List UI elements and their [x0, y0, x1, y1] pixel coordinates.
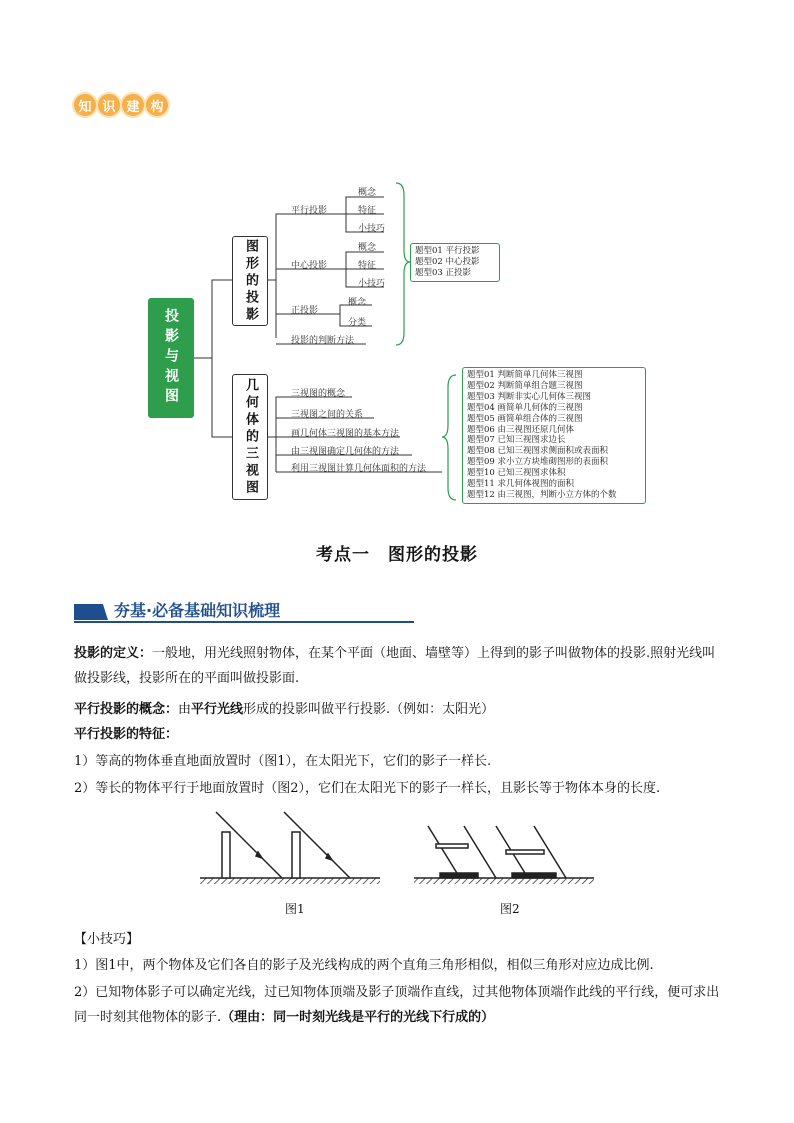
figure-2-caption: 图2	[500, 902, 520, 916]
branch-three-views: 几何体的三视图	[232, 374, 268, 500]
page-title: 考点一 图形的投影	[316, 545, 478, 565]
item-determine-method: 由三视图确定几何体的方法	[291, 447, 400, 457]
tip-2-text: 2）已知物体影子可以确定光线，过已知物体顶端及影子顶端作直线，过其他物体顶端作此线的平行线，便可求出同一时刻其他物体的影子.	[74, 985, 720, 1025]
type-item: 题型03 正投影	[415, 267, 472, 278]
types-box-2	[462, 367, 646, 504]
item-view-relation: 三视图之间的关系	[291, 410, 364, 420]
sub-concept: 概念	[358, 243, 377, 253]
types-box-1	[410, 243, 500, 282]
badge-char: 建	[122, 94, 144, 116]
figure-1	[200, 812, 380, 884]
figures	[200, 806, 610, 888]
badge-char: 知	[74, 94, 96, 116]
section-bar	[74, 604, 108, 620]
sub-concept: 概念	[358, 188, 377, 198]
item-judge: 投影的判断方法	[291, 336, 355, 346]
type-item: 题型08 已知三视图求侧面积或表面积	[467, 446, 609, 457]
mindmap-root: 投影与视图	[148, 298, 194, 418]
concept-label: 平行投影的概念：	[74, 702, 179, 717]
item-ortho: 正投影	[291, 306, 319, 316]
sub-feature: 特征	[358, 261, 377, 271]
figure-2	[414, 826, 594, 884]
section-header	[74, 598, 414, 622]
type-item: 题型10 已知三视图求体积	[467, 468, 566, 479]
concept-text: 形成的投影叫做平行投影.（例如：太阳光）	[243, 702, 495, 717]
figure-1-caption: 图1	[285, 902, 305, 916]
tip-2	[74, 980, 724, 1030]
badge-char: 构	[146, 94, 168, 116]
type-item: 题型03 判断非实心几何体三视图	[467, 391, 592, 402]
feature-1: 1）等高的物体垂直地面放置时（图1），在太阳光下，它们的影子一样长.	[74, 754, 492, 769]
type-item: 题型12 由三视图，判断小立方体的个数	[467, 489, 617, 500]
type-item: 题型01 平行投影	[415, 246, 480, 256]
definition-label: 投影的定义：	[74, 646, 153, 661]
branch-projection: 图形的投影	[232, 236, 268, 326]
concept-bold: 平行光线	[191, 702, 244, 717]
feature-heading	[74, 722, 724, 747]
sub-tip: 小技巧	[358, 279, 386, 289]
item-draw-method: 画几何体三视图的基本方法	[291, 429, 400, 439]
tip-1: 1）图1中，两个物体及它们各自的影子及光线构成的两个直角三角形相似，相似三角形对应边成比例.	[74, 958, 654, 973]
item-parallel: 平行投影	[291, 206, 328, 216]
type-item: 题型07 已知三视图求边长	[467, 435, 566, 446]
sub-classify: 分类	[348, 318, 367, 328]
section-underline	[74, 621, 414, 623]
type-item: 题型04 画简单几何体的三视图	[467, 402, 583, 413]
type-item: 题型01 判断简单几何体三视图	[467, 370, 583, 380]
sub-concept: 概念	[348, 298, 367, 308]
feature-2: 2）等长的物体平行于地面放置时（图2），它们在太阳光下的影子一样长，且影长等于物体本身的长度.	[74, 781, 661, 796]
parallel-concept-paragraph	[74, 697, 724, 722]
type-item: 题型09 求小立方块堆砌图形的表面积	[467, 457, 609, 468]
sub-feature: 特征	[358, 206, 377, 216]
mindmap-connectors	[0, 0, 794, 540]
feature-label: 平行投影的特征：	[74, 727, 179, 742]
badge-char: 识	[98, 94, 120, 116]
type-item: 题型11 求几何体视图的面积	[467, 479, 575, 490]
item-view-concept: 三视图的概念	[291, 389, 346, 399]
type-item: 题型05 画简单组合体的三视图	[467, 413, 583, 424]
item-area-method: 利用三视图计算几何体面积的方法	[291, 464, 427, 474]
item-central: 中心投影	[291, 261, 328, 271]
type-item: 题型02 判断简单组合题三视图	[467, 380, 583, 391]
type-item: 题型06 由三视图还原几何体	[467, 424, 575, 435]
tip-2-reason: （理由：同一时刻光线是平行的光线下行成的）	[221, 1010, 495, 1025]
definition-text: 一般地，用光线照射物体，在某个平面（地面、墙壁等）上得到的影子叫做物体的投影.照射光线叫做投影线，投影所在的平面叫做投影面.	[74, 646, 716, 686]
concept-text: 由	[178, 702, 192, 717]
tip-heading: 【小技巧】	[74, 932, 140, 947]
definition-paragraph	[74, 641, 724, 691]
sub-tip: 小技巧	[358, 224, 386, 234]
section-title: 夯基·必备基础知识梳理	[114, 601, 281, 620]
type-item: 题型02 中心投影	[415, 256, 480, 267]
